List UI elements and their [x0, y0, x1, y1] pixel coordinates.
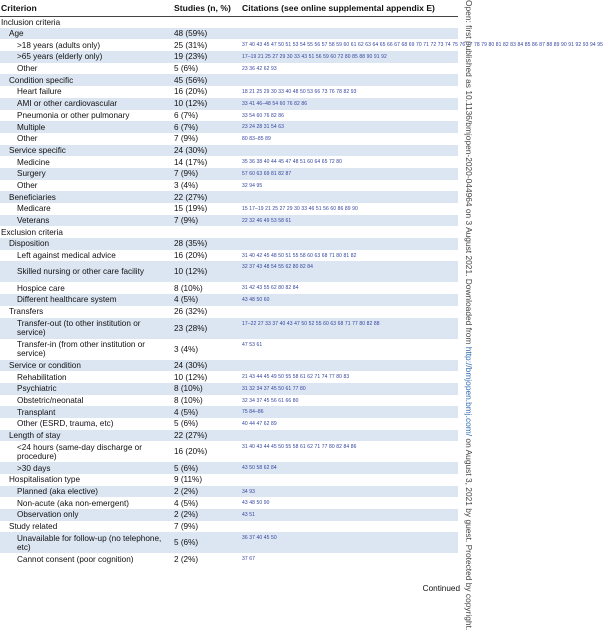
citations-cell: 43 48 50 60	[240, 294, 458, 306]
criterion-cell: Age	[0, 28, 172, 40]
criterion-cell: Hospitalisation type	[0, 474, 172, 486]
table-row	[0, 39, 458, 51]
citations-cell: 23 36 42 62 93	[240, 63, 458, 75]
table-row	[0, 371, 458, 383]
studies-cell: 2 (2%)	[172, 509, 240, 521]
citations-cell: 33 54 60 76 82 86	[240, 110, 458, 122]
criterion-cell: Heart failure	[0, 86, 172, 98]
criterion-cell: Other	[0, 133, 172, 145]
citations-cell: 80 83–85 89	[240, 133, 458, 145]
citations-cell	[240, 360, 458, 372]
table-row	[0, 282, 458, 294]
criterion-cell: Different healthcare system	[0, 294, 172, 306]
studies-cell: 16 (20%)	[172, 86, 240, 98]
studies-cell: 5 (6%)	[172, 63, 240, 75]
table-row	[0, 180, 458, 192]
studies-cell: 16 (20%)	[172, 441, 240, 462]
criterion-cell: Length of stay	[0, 430, 172, 442]
studies-cell: 22 (27%)	[172, 191, 240, 203]
studies-cell: 5 (6%)	[172, 532, 240, 553]
table-row	[0, 133, 458, 145]
table-row	[0, 462, 458, 474]
citations-cell: 43 51	[240, 509, 458, 521]
studies-cell: 8 (10%)	[172, 282, 240, 294]
studies-cell	[172, 16, 240, 28]
studies-cell: 7 (9%)	[172, 215, 240, 227]
studies-cell: 7 (9%)	[172, 168, 240, 180]
studies-cell: 3 (4%)	[172, 180, 240, 192]
studies-cell: 8 (10%)	[172, 395, 240, 407]
criterion-cell: Service specific	[0, 145, 172, 157]
table-row	[0, 318, 458, 339]
criterion-cell: Hospice care	[0, 282, 172, 294]
sidebar-link[interactable]: http://bmjopen.bmj.com/	[464, 346, 474, 437]
table-row	[0, 168, 458, 180]
studies-cell: 6 (7%)	[172, 121, 240, 133]
citations-cell: 32 37 43 48 54 55 62 80 82 84	[240, 261, 458, 282]
studies-cell: 25 (31%)	[172, 39, 240, 51]
citations-cell: 32 34 37 45 56 61 66 80	[240, 395, 458, 407]
studies-cell: 2 (2%)	[172, 486, 240, 498]
criterion-cell: >30 days	[0, 462, 172, 474]
citations-cell	[240, 306, 458, 318]
table-row	[0, 430, 458, 442]
studies-cell: 24 (30%)	[172, 360, 240, 372]
citations-cell	[240, 226, 458, 238]
table-row	[0, 145, 458, 157]
criterion-cell: Inclusion criteria	[0, 16, 172, 28]
table-row	[0, 16, 458, 28]
table-row	[0, 418, 458, 430]
criterion-cell: Planned (aka elective)	[0, 486, 172, 498]
citations-cell: 32 94 95	[240, 180, 458, 192]
studies-cell: 4 (5%)	[172, 294, 240, 306]
criterion-cell: Pneumonia or other pulmonary	[0, 110, 172, 122]
table-row	[0, 215, 458, 227]
studies-cell: 5 (6%)	[172, 462, 240, 474]
studies-cell: 2 (2%)	[172, 553, 240, 565]
criterion-cell: Medicare	[0, 203, 172, 215]
citations-cell	[240, 238, 458, 250]
table-row	[0, 121, 458, 133]
criterion-cell: Medicine	[0, 156, 172, 168]
table-row	[0, 156, 458, 168]
criterion-cell: Condition specific	[0, 74, 172, 86]
criterion-cell: AMI or other cardiovascular	[0, 98, 172, 110]
table-row	[0, 509, 458, 521]
citations-cell: 31 40 42 45 48 50 51 55 58 60 63 68 71 80 81 82	[240, 250, 458, 262]
table-row	[0, 261, 458, 282]
studies-cell: 5 (6%)	[172, 418, 240, 430]
copyright-sidebar	[462, 0, 474, 630]
criterion-cell: >18 years (adults only)	[0, 39, 172, 51]
criterion-cell: Other	[0, 180, 172, 192]
table-row	[0, 86, 458, 98]
criterion-cell: Cannot consent (poor cognition)	[0, 553, 172, 565]
header-row	[0, 0, 458, 16]
table-row	[0, 441, 458, 462]
studies-cell: 23 (28%)	[172, 318, 240, 339]
criterion-cell: Disposition	[0, 238, 172, 250]
criterion-cell: Service or condition	[0, 360, 172, 372]
studies-cell: 4 (5%)	[172, 406, 240, 418]
criterion-cell: Transfers	[0, 306, 172, 318]
table-row	[0, 474, 458, 486]
table-row	[0, 294, 458, 306]
table-row	[0, 532, 458, 553]
studies-cell: 19 (23%)	[172, 51, 240, 63]
table-row	[0, 28, 458, 40]
citations-cell	[240, 145, 458, 157]
criterion-column-header: Criterion	[0, 0, 172, 16]
criterion-cell: Psychiatric	[0, 383, 172, 395]
table-row	[0, 497, 458, 509]
criterion-cell: Non-acute (aka non-emergent)	[0, 497, 172, 509]
citations-cell: 35 36 38 40 44 45 47 48 51 60 64 65 72 80	[240, 156, 458, 168]
table-row	[0, 306, 458, 318]
studies-cell: 9 (11%)	[172, 474, 240, 486]
citations-cell: 40 44 47 62 89	[240, 418, 458, 430]
citations-cell	[240, 28, 458, 40]
studies-cell: 10 (12%)	[172, 261, 240, 282]
citations-cell: 15 17–19 21 25 27 29 30 33 46 51 56 60 86 89 90	[240, 203, 458, 215]
table-row	[0, 553, 458, 565]
continued-label: Continued	[422, 584, 460, 593]
studies-cell: 4 (5%)	[172, 497, 240, 509]
citations-column-header: Citations (see online supplemental appendix E)	[240, 0, 458, 16]
studies-cell: 14 (17%)	[172, 156, 240, 168]
citations-cell: 75 84–86	[240, 406, 458, 418]
table-row	[0, 203, 458, 215]
studies-cell: 22 (27%)	[172, 430, 240, 442]
citations-cell: 22 32 46 49 53 58 61	[240, 215, 458, 227]
studies-cell: 10 (12%)	[172, 371, 240, 383]
studies-cell	[172, 226, 240, 238]
citations-cell: 36 37 40 45 50	[240, 532, 458, 553]
table-row	[0, 191, 458, 203]
criterion-cell: <24 hours (same-day discharge or procedure)	[0, 441, 172, 462]
studies-cell: 45 (56%)	[172, 74, 240, 86]
citations-cell	[240, 74, 458, 86]
criterion-cell: Exclusion criteria	[0, 226, 172, 238]
citations-cell: 31 40 43 44 45 50 55 58 61 62 71 77 80 82 84 86	[240, 441, 458, 462]
table-row	[0, 486, 458, 498]
citations-cell: 43 48 50 90	[240, 497, 458, 509]
sidebar-text-after: on August 3, 2021 by guest. Protected by copyright.	[464, 436, 474, 630]
citations-cell: 31 32 34 37 45 50 61 77 80	[240, 383, 458, 395]
table-row	[0, 63, 458, 75]
studies-cell: 26 (32%)	[172, 306, 240, 318]
studies-column-header: Studies (n, %)	[172, 0, 240, 16]
table-row	[0, 360, 458, 372]
criterion-cell: Multiple	[0, 121, 172, 133]
studies-cell: 15 (19%)	[172, 203, 240, 215]
table-row	[0, 521, 458, 533]
sidebar-text-before: Open: first published as 10.1136/bmjopen-2020-044964 on 3 August 2021. Downloaded from	[464, 0, 474, 347]
citations-cell: 34 93	[240, 486, 458, 498]
criterion-cell: Obstetric/neonatal	[0, 395, 172, 407]
table-row	[0, 395, 458, 407]
citations-cell: 31 42 43 55 62 80 82 84	[240, 282, 458, 294]
criterion-cell: Surgery	[0, 168, 172, 180]
criterion-cell: Skilled nursing or other care facility	[0, 261, 172, 282]
citations-cell	[240, 16, 458, 28]
citations-cell	[240, 191, 458, 203]
citations-cell	[240, 521, 458, 533]
citations-cell	[240, 430, 458, 442]
criterion-cell: Study related	[0, 521, 172, 533]
citations-cell: 17–22 27 33 37 40 43 47 50 52 55 60 63 68 71 77 80 82 88	[240, 318, 458, 339]
criterion-cell: Veterans	[0, 215, 172, 227]
citations-cell: 21 43 44 45 49 50 55 58 61 62 71 74 77 80 83	[240, 371, 458, 383]
citations-cell: 17–19 21 25 27 29 30 33 43 51 56 59 60 72 80 85 88 90 91 92	[240, 51, 458, 63]
citations-cell: 37 67	[240, 553, 458, 565]
criterion-cell: Observation only	[0, 509, 172, 521]
criterion-cell: Beneficiaries	[0, 191, 172, 203]
criterion-cell: Transplant	[0, 406, 172, 418]
studies-cell: 28 (35%)	[172, 238, 240, 250]
table-row	[0, 110, 458, 122]
table-row	[0, 74, 458, 86]
table-row	[0, 226, 458, 238]
side-strip	[458, 0, 474, 630]
studies-cell: 16 (20%)	[172, 250, 240, 262]
criterion-cell: Transfer-out (to other institution or service)	[0, 318, 172, 339]
table-row	[0, 51, 458, 63]
studies-cell: 24 (30%)	[172, 145, 240, 157]
citations-cell: 23 24 28 31 54 63	[240, 121, 458, 133]
citations-cell: 33 41 46–48 54 60 76 82 86	[240, 98, 458, 110]
table-row	[0, 98, 458, 110]
table-row	[0, 406, 458, 418]
table-row	[0, 238, 458, 250]
studies-cell: 8 (10%)	[172, 383, 240, 395]
studies-cell: 10 (12%)	[172, 98, 240, 110]
citations-cell: 57 60 63 69 81 82 87	[240, 168, 458, 180]
citations-cell: 43 50 58 62 84	[240, 462, 458, 474]
criterion-cell: Rehabilitation	[0, 371, 172, 383]
studies-cell: 48 (59%)	[172, 28, 240, 40]
table-row	[0, 383, 458, 395]
studies-cell: 7 (9%)	[172, 521, 240, 533]
studies-cell: 7 (9%)	[172, 133, 240, 145]
criterion-cell: Transfer-in (from other institution or service)	[0, 339, 172, 360]
studies-cell: 3 (4%)	[172, 339, 240, 360]
studies-cell: 6 (7%)	[172, 110, 240, 122]
citations-cell: 18 21 25 29 30 33 40 48 50 53 66 73 76 78 82 93	[240, 86, 458, 98]
citations-cell: 37 40 43 45 47 50 51 53 54 55 56 57 58 59 60 61 62 63 64 65 66 67 68 69 70 71 72 73 74 75 76 77 78 79 80 81 82 83 84 85 86 87 88 89 90 91 92 93 94 95	[240, 39, 458, 51]
criterion-cell: >65 years (elderly only)	[0, 51, 172, 63]
criterion-cell: Unavailable for follow-up (no telephone, etc)	[0, 532, 172, 553]
criterion-cell: Other	[0, 63, 172, 75]
citations-cell: 47 53 61	[240, 339, 458, 360]
table-row	[0, 250, 458, 262]
citations-cell	[240, 474, 458, 486]
criterion-cell: Other (ESRD, trauma, etc)	[0, 418, 172, 430]
criterion-cell: Left against medical advice	[0, 250, 172, 262]
table-row	[0, 339, 458, 360]
table-header	[0, 0, 458, 16]
